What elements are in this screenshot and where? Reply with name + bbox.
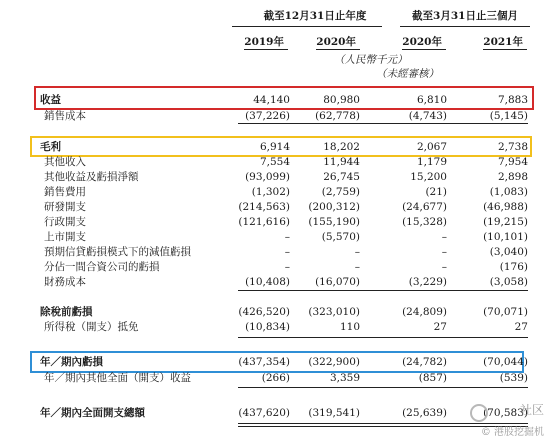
- year-underline-1: [244, 49, 288, 50]
- row-value: (16,070): [315, 276, 360, 288]
- row-value: (70,071): [483, 306, 528, 318]
- row-value: (3,229): [408, 276, 447, 288]
- row-value: 6,914: [259, 141, 290, 153]
- table-row: [0, 407, 550, 420]
- row-value: –: [441, 261, 447, 273]
- table-row: [0, 306, 550, 319]
- row-label: 財務成本: [44, 276, 86, 288]
- table-row: [0, 186, 550, 199]
- year-header-1: 2019年: [244, 36, 284, 48]
- row-label: 上市開支: [44, 231, 86, 243]
- row-label: 行政開支: [44, 216, 86, 228]
- row-label: 分佔一間合資公司的虧損: [44, 261, 160, 273]
- row-value: 2,898: [497, 171, 528, 183]
- row-value: 7,883: [497, 94, 528, 106]
- row-value: (323,010): [308, 306, 360, 318]
- row-value: (10,408): [245, 276, 290, 288]
- row-value: 6,810: [416, 94, 447, 106]
- header-three-months: 截至3月31日止三個月: [412, 10, 518, 22]
- row-value: 7,554: [259, 156, 290, 168]
- row-value: (25,639): [402, 407, 447, 419]
- row-value: 18,202: [323, 141, 360, 153]
- table-row: [0, 372, 550, 385]
- row-value: (266): [261, 372, 290, 384]
- row-label: 銷售成本: [44, 110, 86, 122]
- row-value: (3,040): [489, 246, 528, 258]
- row-value: (93,099): [245, 171, 290, 183]
- row-value: 80,980: [323, 94, 360, 106]
- row-value: (176): [499, 261, 528, 273]
- row-value: (4,743): [408, 110, 447, 122]
- row-value: (5,145): [489, 110, 528, 122]
- table-row: [0, 321, 550, 334]
- row-value: (155,190): [308, 216, 360, 228]
- year-header-4: 2021年: [483, 36, 523, 48]
- table-row: [0, 276, 550, 289]
- row-label: 年／期內其他全面（開支）收益: [44, 372, 191, 384]
- watermark-sub: © 港股挖掘机: [480, 427, 544, 438]
- row-value: (21): [425, 186, 447, 198]
- audit-note: （未經審核）: [376, 68, 439, 80]
- row-value: (200,312): [308, 201, 360, 213]
- row-value: (24,677): [402, 201, 447, 213]
- row-value: (857): [418, 372, 447, 384]
- row-value: –: [441, 231, 447, 243]
- row-value: –: [354, 261, 360, 273]
- row-label: 銷售費用: [44, 186, 86, 198]
- row-value: (37,226): [245, 110, 290, 122]
- row-value: (322,900): [308, 356, 360, 368]
- row-value: (10,834): [245, 321, 290, 333]
- row-label: 其他收益及虧損淨額: [44, 171, 139, 183]
- year-underline-3: [402, 49, 446, 50]
- row-value: 2,067: [416, 141, 447, 153]
- row-value: (15,328): [402, 216, 447, 228]
- row-value: –: [284, 231, 290, 243]
- row-value: 7,954: [497, 156, 528, 168]
- row-value: (1,302): [251, 186, 290, 198]
- row-value: (62,778): [315, 110, 360, 122]
- row-label: 預期信貸虧損模式下的減值虧損: [44, 246, 191, 258]
- row-value: (3,058): [489, 276, 528, 288]
- table-row: [0, 261, 550, 274]
- row-value: (10,101): [483, 231, 528, 243]
- row-value: (70,583): [483, 407, 528, 419]
- table-row: [0, 356, 550, 369]
- row-label: 收益: [40, 94, 61, 106]
- year-underline-2: [316, 49, 360, 50]
- table-row: [0, 110, 550, 123]
- table-row: [0, 141, 550, 154]
- row-value: (437,354): [238, 356, 290, 368]
- rule-finance: [238, 290, 528, 291]
- unit-note: （人民幣千元）: [334, 54, 408, 66]
- row-value: (24,782): [402, 356, 447, 368]
- row-value: –: [284, 246, 290, 258]
- rule-tax: [238, 337, 528, 338]
- row-value: 11,944: [323, 156, 360, 168]
- row-value: 3,359: [329, 372, 360, 384]
- header-year-end: 截至12月31日止年度: [263, 10, 367, 22]
- row-value: (46,988): [483, 201, 528, 213]
- row-value: (214,563): [238, 201, 290, 213]
- table-row: [0, 94, 550, 107]
- row-label: 年／期內虧損: [40, 356, 103, 368]
- table-row: [0, 216, 550, 229]
- row-value: (1,083): [489, 186, 528, 198]
- row-label: 研發開支: [44, 201, 86, 213]
- row-value: (437,620): [238, 407, 290, 419]
- row-value: –: [354, 246, 360, 258]
- year-underline-4: [483, 49, 527, 50]
- row-value: (121,616): [238, 216, 290, 228]
- row-value: (70,044): [483, 356, 528, 368]
- rule-cost: [238, 123, 528, 124]
- rule-oci: [238, 387, 528, 388]
- watermark-text: 社区: [519, 403, 544, 417]
- row-value: (539): [499, 372, 528, 384]
- year-header-3: 2020年: [402, 36, 442, 48]
- table-row: [0, 231, 550, 244]
- row-value: (5,570): [321, 231, 360, 243]
- row-value: 44,140: [253, 94, 290, 106]
- row-label: 其他收入: [44, 156, 86, 168]
- header-divider-left: [232, 26, 382, 27]
- row-label: 毛利: [40, 141, 61, 153]
- table-row: [0, 171, 550, 184]
- row-value: 110: [339, 321, 360, 333]
- header-divider-right: [400, 26, 530, 27]
- row-value: 15,200: [410, 171, 447, 183]
- row-label: 年／期內全面開支總額: [40, 407, 145, 419]
- table-row: [0, 246, 550, 259]
- year-header-2: 2020年: [316, 36, 356, 48]
- row-label: 所得稅（開支）抵免: [44, 321, 139, 333]
- row-value: (19,215): [483, 216, 528, 228]
- row-value: 1,179: [416, 156, 447, 168]
- table-row: [0, 201, 550, 214]
- row-value: (426,520): [238, 306, 290, 318]
- row-value: –: [284, 261, 290, 273]
- row-value: (24,809): [402, 306, 447, 318]
- row-value: 26,745: [323, 171, 360, 183]
- row-value: 2,738: [497, 141, 528, 153]
- row-value: (2,759): [321, 186, 360, 198]
- row-label: 除稅前虧損: [40, 306, 93, 318]
- table-row: [0, 156, 550, 169]
- row-value: –: [441, 246, 447, 258]
- watermark-logo-icon: [470, 404, 488, 422]
- row-value: 27: [433, 321, 447, 333]
- row-value: 27: [514, 321, 528, 333]
- row-value: (319,541): [308, 407, 360, 419]
